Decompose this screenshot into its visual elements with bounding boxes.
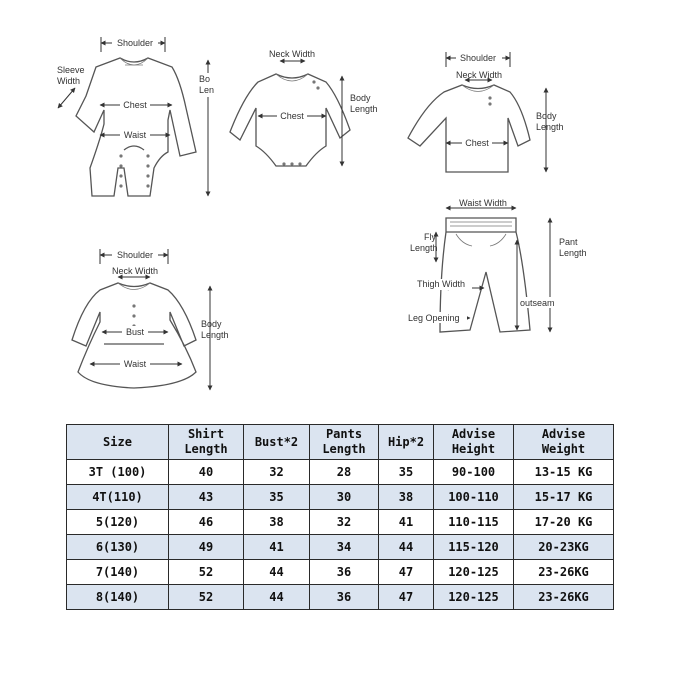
size-table-body [67,460,614,610]
table-row [67,485,614,510]
table-cell: 4T(110) [67,485,169,510]
body-length-label: Body [536,111,557,121]
table-row [67,535,614,560]
table-cell: 15-17 KG [514,485,614,510]
body-length-label-2: Length [350,104,378,114]
shoulder-label: Shoulder [459,53,497,63]
table-cell: 120-125 [434,585,514,610]
neck-width-label: Neck Width [455,70,503,80]
size-table-header [67,425,614,460]
body-length-label-2: Length [201,330,229,340]
table-cell: 35 [244,485,310,510]
sleeve-width-label-2: Width [57,76,81,86]
column-header [244,425,310,460]
column-header-line: Size [103,434,132,449]
fly-length-label: Fly [424,232,436,242]
table-row [67,560,614,585]
table-cell: 38 [379,485,434,510]
header-row [67,425,614,460]
pant-length-label: Pant [559,237,578,247]
bust-label: Bust [125,327,145,337]
table-cell: 110-115 [434,510,514,535]
sleeve-width-label: Sleeve [57,65,85,75]
table-cell: 17-20 KG [514,510,614,535]
table-cell: 44 [244,560,310,585]
table-cell: 52 [169,560,244,585]
romper-outline [76,58,196,196]
table-cell: 90-100 [434,460,514,485]
bodysuit-diagram [230,49,378,166]
column-header [310,425,379,460]
table-cell: 49 [169,535,244,560]
waist-label: Waist [123,130,147,140]
body-length-label-2: Length [536,122,564,132]
table-cell: 47 [379,585,434,610]
column-header [169,425,244,460]
column-header [514,425,614,460]
table-cell: 23-26KG [514,585,614,610]
table-cell: 20-23KG [514,535,614,560]
column-header-line: Weight [541,442,586,456]
column-header-line: Shirt [187,427,225,441]
column-header-line: Pants [325,427,363,441]
table-cell: 32 [310,510,379,535]
body-length-label: Body [350,93,371,103]
table-cell: 52 [169,585,244,610]
chest-label: Chest [465,138,489,148]
table-cell: 6(130) [67,535,169,560]
table-row [67,585,614,610]
waist-width-label: Waist Width [459,198,507,208]
shirt-outline [408,85,530,172]
column-header-line: Length [322,442,366,456]
column-header-line: Advise [541,427,586,441]
table-cell: 115-120 [434,535,514,560]
table-cell: 46 [169,510,244,535]
table-cell: 41 [379,510,434,535]
pant-length-label-2: Length [559,248,587,258]
table-cell: 8(140) [67,585,169,610]
column-header-line: Length [184,442,228,456]
neck-width-label: Neck Width [111,266,159,276]
table-cell: 120-125 [434,560,514,585]
table-row [67,460,614,485]
table-cell: 44 [244,585,310,610]
table-cell: 38 [244,510,310,535]
leg-opening-label: Leg Opening [408,313,460,323]
pants-diagram [405,198,587,332]
table-cell: 28 [310,460,379,485]
table-cell: 36 [310,560,379,585]
body-length-label: Bo [199,74,211,84]
table-cell: 13-15 KG [514,460,614,485]
size-chart-table [66,424,614,610]
body-length-label-2: Len [199,85,215,95]
fly-length-label-2: Length [410,243,438,253]
table-cell: 43 [169,485,244,510]
chest-label: Chest [123,100,147,110]
column-header-line: Hip*2 [387,434,425,449]
column-header [379,425,434,460]
table-cell: 47 [379,560,434,585]
shirt-diagram [408,52,564,172]
thigh-width-label: Thigh Width [417,279,466,289]
table-cell: 32 [244,460,310,485]
waist-label: Waist [123,359,147,369]
column-header-line: Height [451,442,496,456]
table-cell: 5(120) [67,510,169,535]
column-header-line: Bust*2 [254,434,299,449]
table-cell: 35 [379,460,434,485]
table-cell: 36 [310,585,379,610]
table-cell: 34 [310,535,379,560]
romper-diagram [57,37,214,196]
column-header-line: Advise [451,427,496,441]
table-cell: 30 [310,485,379,510]
column-header [67,425,169,460]
body-length-label: Body [201,319,222,329]
table-cell: 3T (100) [67,460,169,485]
shoulder-label: Shoulder [116,250,154,260]
shoulder-label: Shoulder [116,38,154,48]
outseam-label: outseam [520,298,555,308]
table-cell: 100-110 [434,485,514,510]
table-cell: 40 [169,460,244,485]
table-cell: 7(140) [67,560,169,585]
chest-label: Chest [280,111,304,121]
table-cell: 44 [379,535,434,560]
table-row [67,510,614,535]
dress-diagram [72,249,229,390]
table-cell: 41 [244,535,310,560]
column-header [434,425,514,460]
table-cell: 23-26KG [514,560,614,585]
neck-width-label: Neck Width [268,49,316,59]
